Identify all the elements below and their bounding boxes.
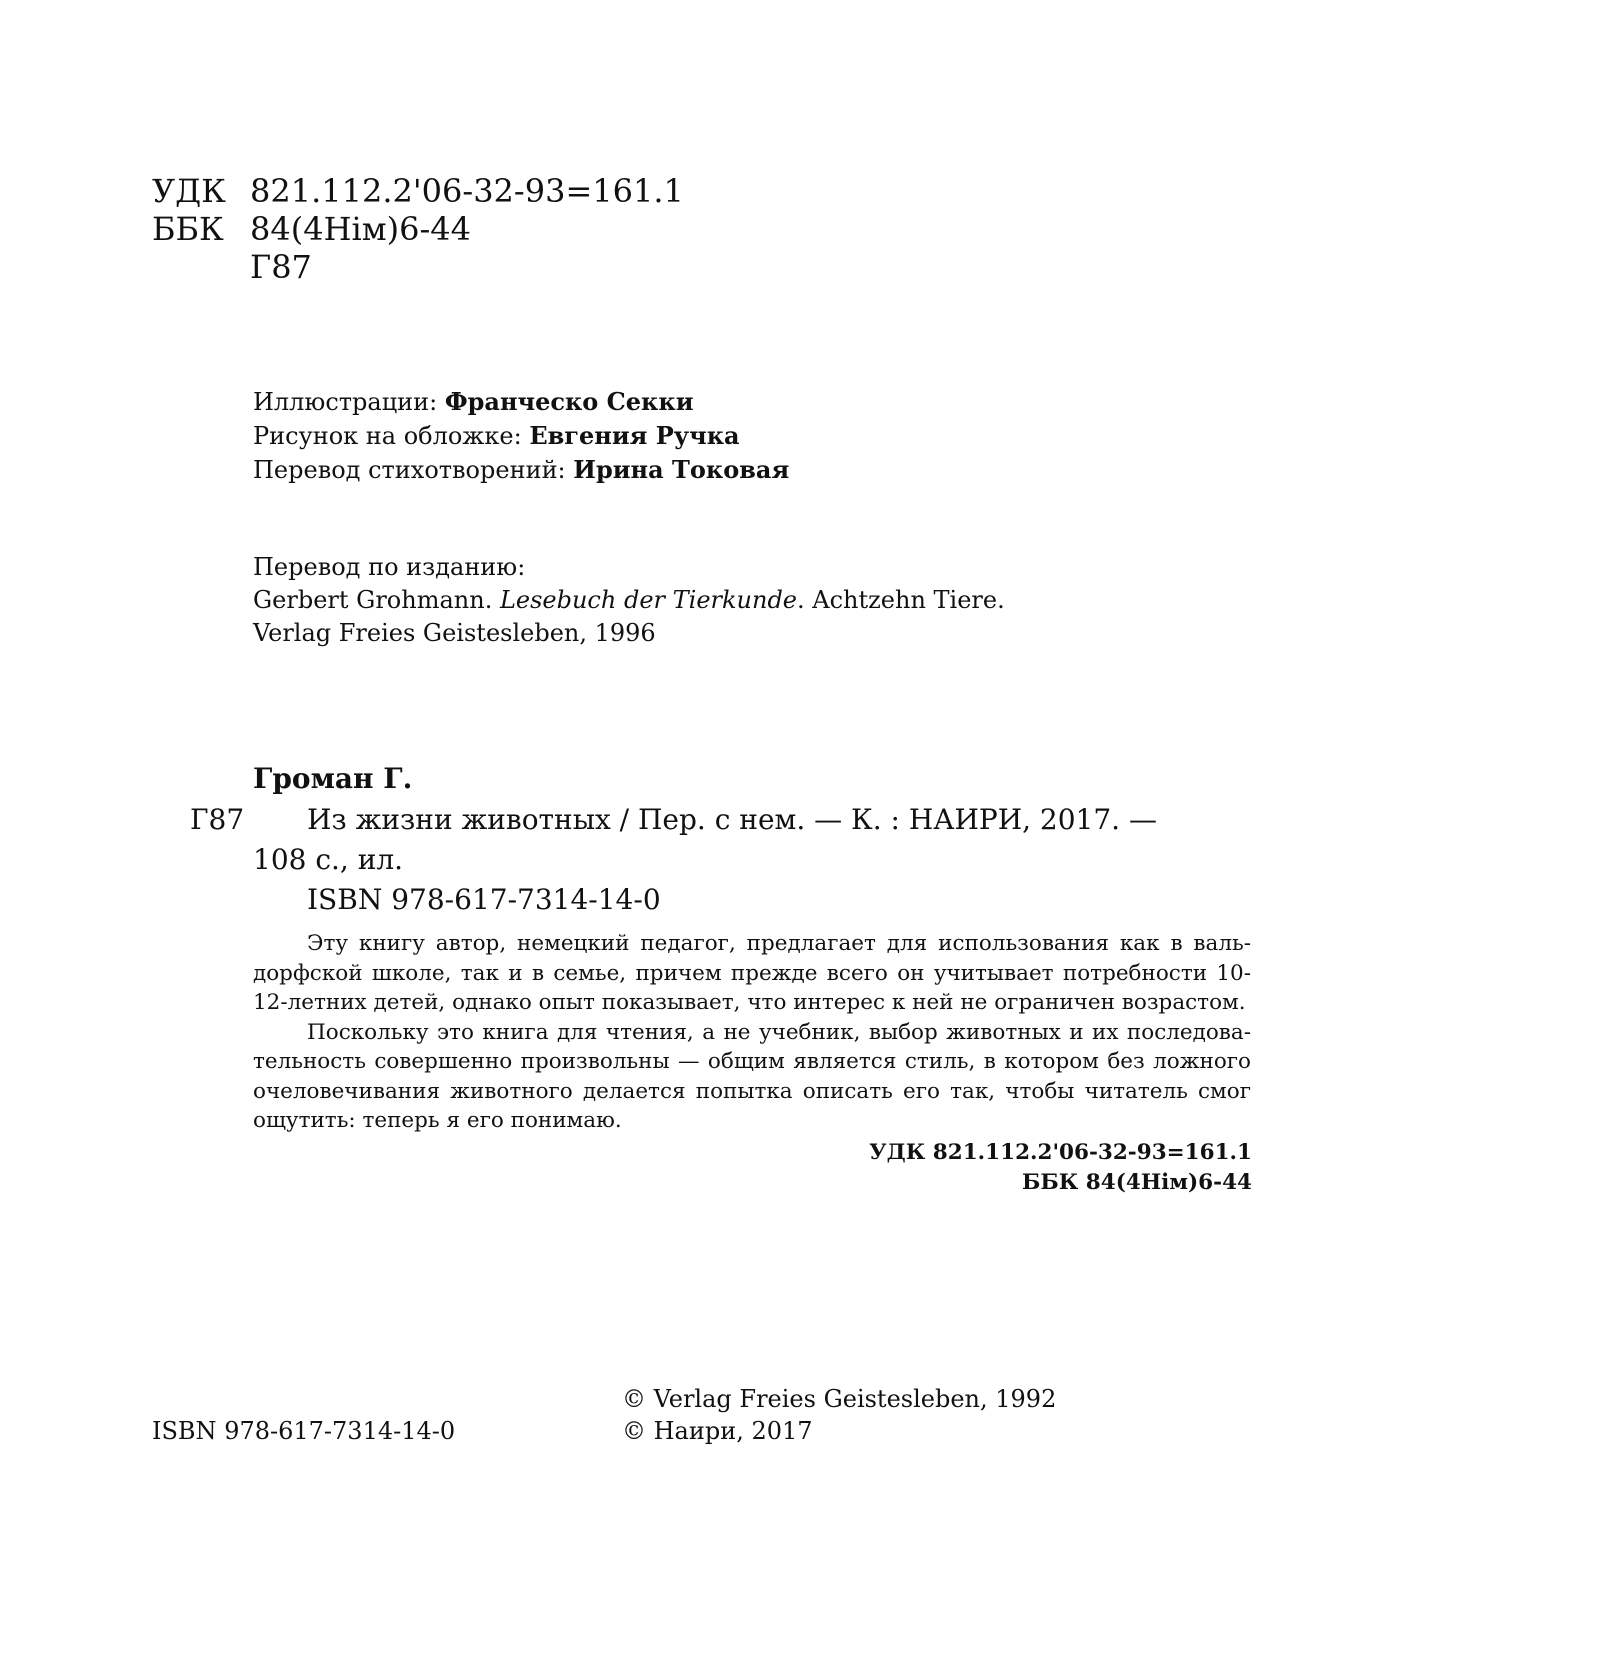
abstract-paragraph: Поскольку это книга для чтения, а не учебник, выбор животных и их последовательность совершенно произвольны — общим является стиль, в котором без ложного очеловечивания животного делается попытка описать его так, чтобы читатель смог ощутить: теперь я его понимаю.	[253, 1019, 1251, 1133]
udk-row	[152, 172, 684, 210]
card-title-line: Из жизни животных / Пер. с нем. — К. : НАИРИ, 2017. —	[307, 803, 1157, 836]
credit-poems	[253, 453, 789, 487]
udk-code-right: УДК 821.112.2'06-32-93=161.1	[869, 1140, 1252, 1165]
credit-label: Иллюстрации:	[253, 388, 445, 416]
source-block	[253, 551, 1005, 650]
source-heading: Перевод по изданию:	[253, 553, 526, 581]
source-title: Lesebuch der Tierkunde	[499, 586, 798, 614]
credit-cover	[253, 419, 789, 453]
classification-block	[152, 172, 684, 286]
credits-block	[253, 385, 789, 487]
card-code: Г87	[190, 803, 245, 836]
footer-isbn: ISBN 978-617-7314-14-0	[152, 1417, 456, 1445]
bbk-code-right: ББК 84(4Нім)6-44	[1022, 1170, 1252, 1195]
credit-label: Рисунок на обложке:	[253, 422, 530, 450]
copyright-line: © Наири, 2017	[622, 1417, 813, 1445]
codes-right	[869, 1138, 1252, 1198]
copyright-block	[622, 1383, 1056, 1447]
copyright-line: © Verlag Freies Geistesleben, 1992	[622, 1385, 1057, 1413]
bbk-row	[152, 210, 684, 248]
credit-label: Перевод стихотворений:	[253, 456, 574, 484]
credit-illustrations	[253, 385, 789, 419]
udk-label: УДК	[152, 172, 226, 210]
credit-name: Франческо Секки	[444, 387, 694, 416]
source-publisher: Verlag Freies Geistesleben, 1996	[253, 619, 656, 647]
card-isbn: ISBN 978-617-7314-14-0	[307, 883, 661, 916]
card-author: Громан Г.	[253, 762, 413, 795]
bbk-label: ББК	[152, 210, 224, 248]
abstract	[253, 929, 1251, 1136]
credit-name: Евгения Ручка	[529, 421, 740, 450]
credit-name: Ирина Токовая	[573, 455, 790, 484]
source-author: Gerbert Grohmann.	[253, 586, 500, 614]
source-citation	[253, 584, 1005, 617]
bbk-value: 84(4Нім)6-44	[250, 210, 471, 248]
udk-value: 821.112.2'06-32-93=161.1	[250, 172, 684, 210]
abstract-paragraph: Эту книгу автор, немецкий педагог, предлагает для использования как в вальдорфской школе, так и в семье, причем прежде всего он учитывает потребности 10-12-летних детей, однако опыт показывает, что интерес к ней не ограничен возрастом.	[253, 931, 1251, 1015]
source-subtitle: . Achtzehn Tiere.	[797, 586, 1005, 614]
author-sign: Г87	[250, 248, 312, 286]
card-pages: 108 с., ил.	[253, 843, 404, 876]
